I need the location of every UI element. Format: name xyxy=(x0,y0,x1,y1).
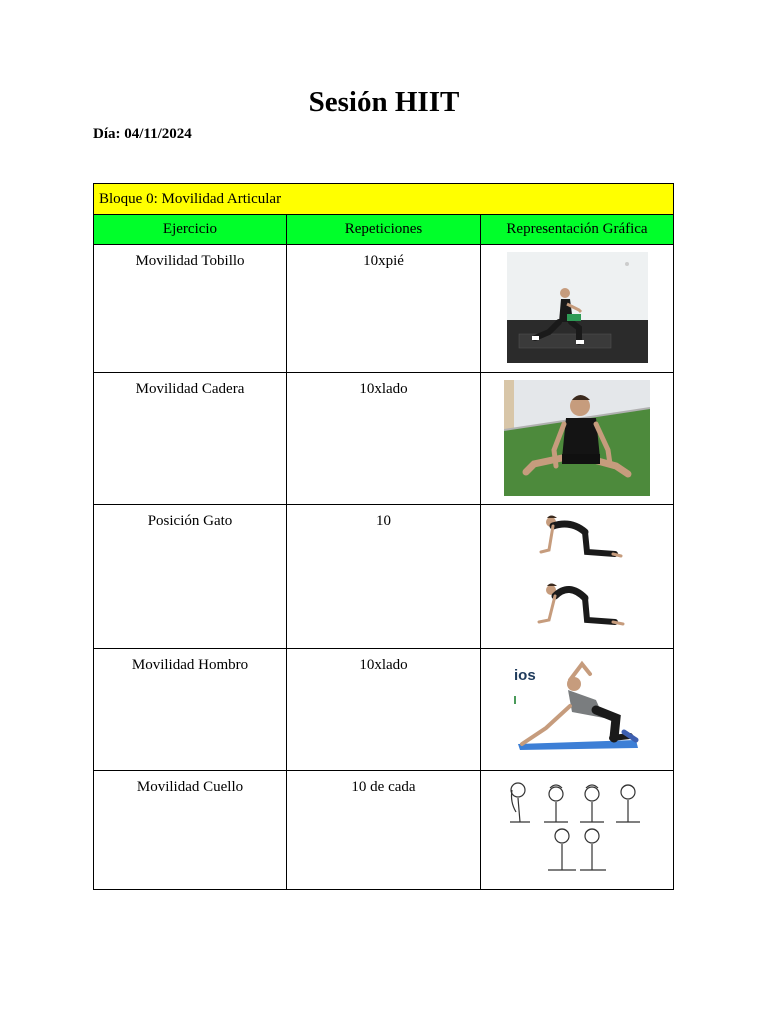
session-date: Día: 04/11/2024 xyxy=(93,126,192,142)
table-row xyxy=(94,649,674,771)
exercise-reps: 10xlado xyxy=(287,373,481,505)
page-title: Sesión HIIT xyxy=(308,86,460,118)
exercise-name: Movilidad Tobillo xyxy=(94,245,287,373)
exercise-name: Posición Gato xyxy=(94,505,287,649)
exercise-reps: 10 de cada xyxy=(287,771,481,890)
exercise-graphic-cell xyxy=(481,245,674,373)
exercise-graphic-cell xyxy=(481,649,674,771)
exercise-name: Movilidad Cuello xyxy=(94,771,287,890)
ankle-mobility-photo xyxy=(507,252,648,363)
photo-caption-text: ios xyxy=(514,667,536,684)
header-graphic: Representación Gráfica xyxy=(481,215,674,245)
exercise-graphic-cell xyxy=(481,505,674,649)
table-row xyxy=(94,373,674,505)
exercise-reps: 10xlado xyxy=(287,649,481,771)
table-row xyxy=(94,505,674,649)
exercise-name: Movilidad Hombro xyxy=(94,649,287,771)
block-title: Bloque 0: Movilidad Articular xyxy=(94,184,674,215)
exercise-name: Movilidad Cadera xyxy=(94,373,287,505)
hip-mobility-photo xyxy=(504,380,650,496)
exercise-table xyxy=(93,183,674,890)
block-header-row xyxy=(94,184,674,215)
exercise-reps: 10 xyxy=(287,505,481,649)
header-exercise: Ejercicio xyxy=(94,215,287,245)
table-row xyxy=(94,245,674,373)
exercise-graphic-cell xyxy=(481,373,674,505)
cat-pose-illustration xyxy=(527,512,627,638)
table-row xyxy=(94,771,674,890)
header-reps: Repeticiones xyxy=(287,215,481,245)
column-header-row xyxy=(94,215,674,245)
neck-mobility-illustration xyxy=(504,778,650,876)
exercise-reps: 10xpié xyxy=(287,245,481,373)
shoulder-mobility-photo xyxy=(512,656,642,756)
exercise-graphic-cell xyxy=(481,771,674,890)
